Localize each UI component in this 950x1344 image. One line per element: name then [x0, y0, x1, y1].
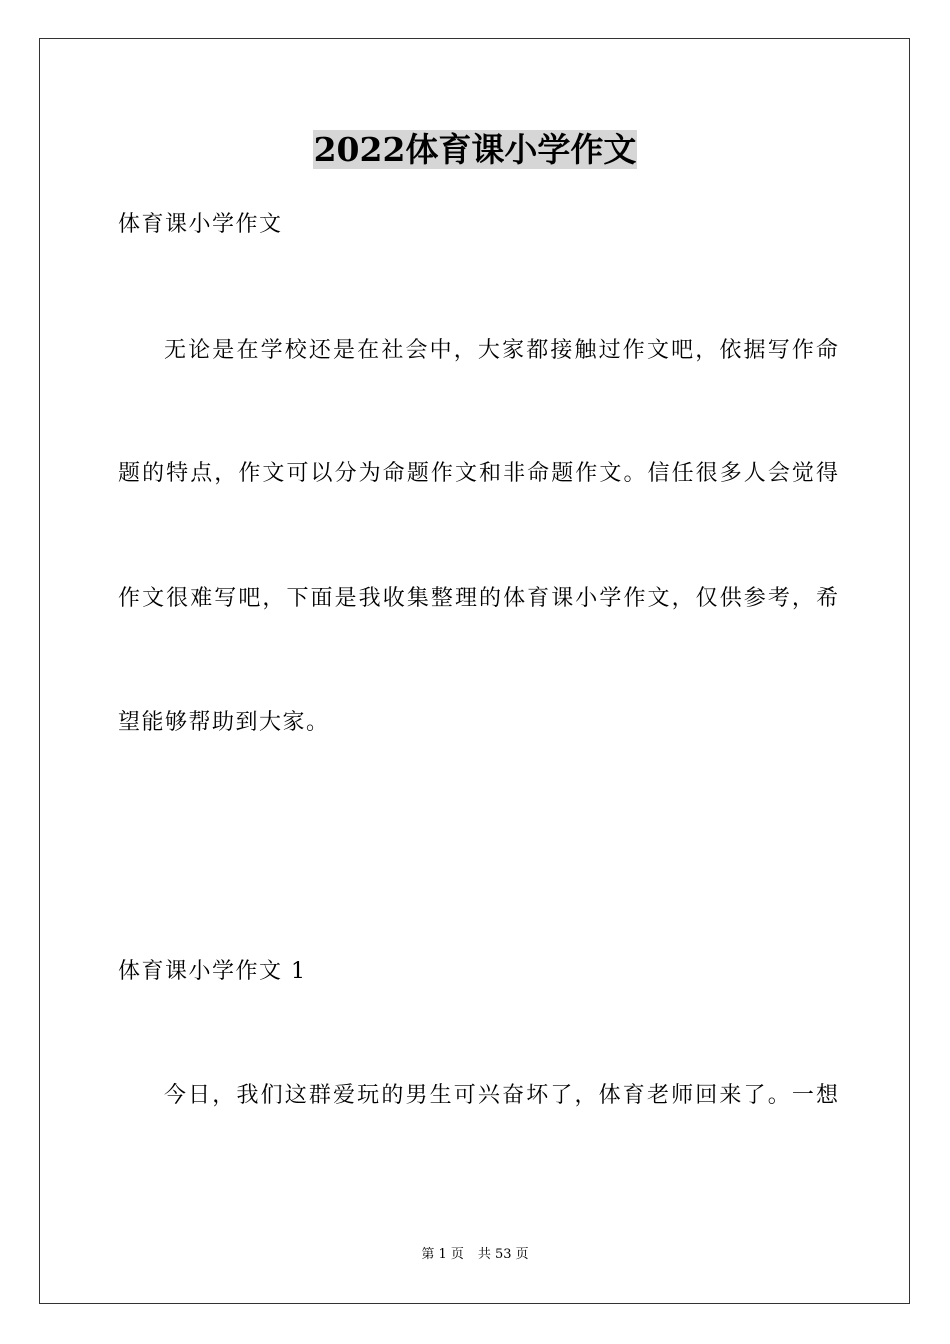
paragraph-line: 今日，我们这群爱玩的男生可兴奋坏了，体育老师回来了。一想 [164, 1083, 838, 1108]
document-title [0, 128, 950, 172]
page-number-current: 第 1 页 [421, 1247, 464, 1262]
paragraph-line: 作文很难写吧，下面是我收集整理的体育课小学作文，仅供参考，希 [118, 586, 838, 611]
document-title-text: 2022体育课小学作文 [313, 130, 637, 169]
paragraph-line: 无论是在学校还是在社会中，大家都接触过作文吧，依据写作命 [164, 338, 838, 363]
document-subtitle: 体育课小学作文 [118, 212, 283, 237]
page-number-total: 共 53 页 [477, 1247, 529, 1262]
paragraph-line: 题的特点，作文可以分为命题作文和非命题作文。信任很多人会觉得 [118, 461, 838, 486]
paragraph-line: 望能够帮助到大家。 [118, 710, 330, 735]
page-footer [0, 1246, 950, 1264]
section-heading: 体育课小学作文 1 [118, 959, 307, 984]
